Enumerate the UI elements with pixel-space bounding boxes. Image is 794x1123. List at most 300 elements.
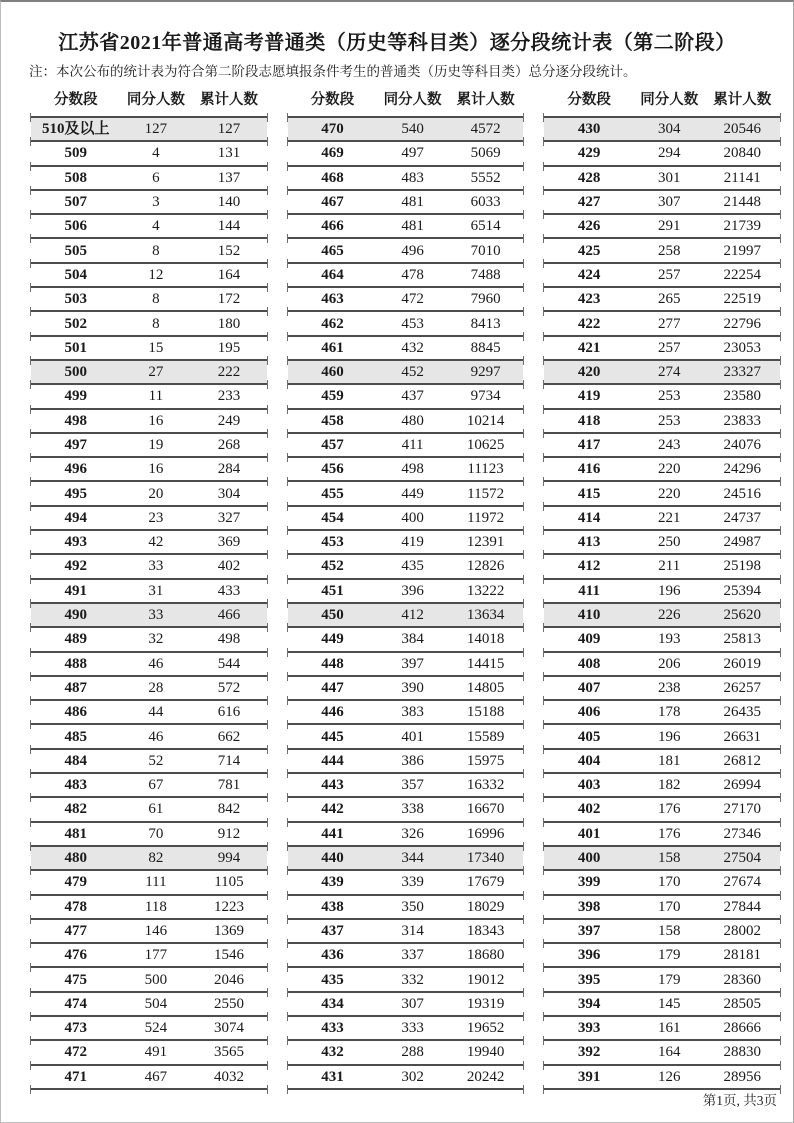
count-cell: 472 bbox=[401, 291, 424, 308]
table-row bbox=[544, 699, 780, 723]
cumulative-cell: 9297 bbox=[470, 364, 501, 381]
table-row bbox=[288, 140, 524, 164]
count-cell: 437 bbox=[401, 388, 424, 405]
column-header-score: 分数段 bbox=[567, 91, 611, 108]
count-cell: 302 bbox=[401, 1068, 424, 1085]
table-row bbox=[31, 165, 267, 189]
score-cell: 480 bbox=[64, 850, 88, 867]
tables-container bbox=[31, 88, 780, 1090]
count-cell: 401 bbox=[401, 728, 424, 745]
score-cell: 398 bbox=[577, 898, 601, 915]
table-row bbox=[288, 408, 524, 432]
score-cell: 478 bbox=[64, 898, 88, 915]
table-row bbox=[31, 748, 267, 772]
score-cell: 491 bbox=[64, 582, 88, 599]
count-cell: 435 bbox=[401, 558, 424, 575]
table-row bbox=[288, 359, 524, 383]
count-cell: 467 bbox=[144, 1068, 168, 1085]
cumulative-cell: 24076 bbox=[723, 437, 762, 453]
table-row bbox=[544, 1015, 780, 1039]
count-cell: 291 bbox=[657, 218, 681, 235]
count-cell: 179 bbox=[657, 947, 681, 964]
table-row bbox=[288, 748, 524, 772]
score-cell: 450 bbox=[321, 607, 344, 624]
score-cell: 396 bbox=[577, 947, 601, 964]
cumulative-cell: 11123 bbox=[467, 461, 504, 478]
count-cell: 339 bbox=[401, 874, 424, 891]
count-cell: 16 bbox=[148, 461, 164, 478]
score-cell: 440 bbox=[321, 850, 344, 867]
score-cell: 507 bbox=[64, 194, 88, 211]
score-cell: 500 bbox=[64, 364, 88, 381]
count-cell: 206 bbox=[657, 655, 681, 672]
cumulative-cell: 12826 bbox=[466, 558, 505, 575]
score-cell: 397 bbox=[577, 922, 601, 939]
count-cell: 31 bbox=[148, 582, 164, 599]
count-cell: 82 bbox=[148, 850, 164, 867]
column-header-cumulative: 累计人数 bbox=[713, 91, 772, 108]
cumulative-cell: 7010 bbox=[470, 242, 501, 259]
table-row bbox=[288, 578, 524, 602]
column-header-cumulative: 累计人数 bbox=[199, 91, 258, 108]
count-cell: 176 bbox=[657, 801, 681, 818]
table-row bbox=[288, 991, 524, 1015]
table-row bbox=[288, 942, 524, 966]
count-cell: 145 bbox=[657, 995, 681, 1012]
table-row bbox=[31, 116, 267, 140]
count-cell: 338 bbox=[401, 801, 424, 818]
score-cell: 475 bbox=[64, 971, 88, 988]
count-cell: 480 bbox=[401, 412, 424, 429]
count-cell: 196 bbox=[657, 728, 681, 745]
count-cell: 432 bbox=[401, 339, 424, 356]
cumulative-cell: 27844 bbox=[723, 898, 762, 915]
score-cell: 435 bbox=[321, 971, 344, 988]
score-cell: 412 bbox=[577, 558, 601, 575]
table-section-3 bbox=[544, 88, 780, 1090]
cumulative-cell: 466 bbox=[217, 607, 241, 624]
score-cell: 464 bbox=[321, 266, 344, 283]
score-cell: 458 bbox=[321, 412, 344, 429]
score-cell: 469 bbox=[321, 145, 344, 162]
table-row bbox=[544, 189, 780, 213]
table-row bbox=[31, 310, 267, 334]
score-cell: 508 bbox=[64, 169, 88, 186]
cumulative-cell: 12391 bbox=[466, 534, 505, 551]
table-row bbox=[544, 894, 780, 918]
count-cell: 337 bbox=[401, 947, 424, 964]
count-cell: 6 bbox=[152, 169, 160, 186]
count-cell: 20 bbox=[148, 485, 164, 502]
count-cell: 307 bbox=[657, 194, 681, 211]
table-row bbox=[288, 1064, 524, 1088]
count-cell: 19 bbox=[148, 437, 164, 453]
cumulative-cell: 26812 bbox=[723, 752, 762, 769]
score-cell: 483 bbox=[64, 777, 88, 794]
score-cell: 467 bbox=[321, 194, 344, 211]
score-cell: 462 bbox=[321, 315, 344, 332]
table-row bbox=[31, 383, 267, 407]
column-header-score: 分数段 bbox=[310, 91, 355, 108]
count-cell: 226 bbox=[657, 607, 681, 624]
cumulative-cell: 994 bbox=[217, 850, 241, 867]
cumulative-cell: 19940 bbox=[466, 1044, 505, 1061]
score-cell: 402 bbox=[577, 801, 601, 818]
table-row bbox=[544, 505, 780, 529]
score-cell: 466 bbox=[321, 218, 344, 235]
cumulative-cell: 2550 bbox=[213, 995, 244, 1012]
table-row bbox=[31, 821, 267, 845]
score-cell: 504 bbox=[64, 266, 88, 283]
count-cell: 452 bbox=[401, 364, 424, 381]
score-cell: 484 bbox=[64, 752, 88, 769]
score-cell: 417 bbox=[577, 437, 601, 453]
table-row bbox=[31, 140, 267, 164]
count-cell: 386 bbox=[401, 752, 424, 769]
column-header-cumulative: 累计人数 bbox=[456, 91, 515, 108]
cumulative-cell: 21448 bbox=[723, 194, 762, 211]
table-row bbox=[288, 286, 524, 310]
score-cell: 488 bbox=[64, 655, 88, 672]
score-cell: 436 bbox=[321, 947, 344, 964]
table-row bbox=[544, 286, 780, 310]
cumulative-cell: 572 bbox=[217, 679, 241, 696]
cumulative-cell: 23580 bbox=[723, 388, 762, 405]
score-cell: 471 bbox=[64, 1068, 88, 1085]
count-cell: 4 bbox=[152, 218, 160, 235]
table-body bbox=[31, 116, 267, 1090]
cumulative-cell: 912 bbox=[217, 825, 241, 842]
score-cell: 476 bbox=[64, 947, 88, 964]
count-cell: 288 bbox=[401, 1044, 424, 1061]
cumulative-cell: 144 bbox=[217, 218, 241, 235]
count-cell: 3 bbox=[152, 194, 160, 211]
count-cell: 221 bbox=[657, 509, 681, 526]
cumulative-cell: 19319 bbox=[466, 995, 505, 1012]
count-cell: 500 bbox=[144, 971, 168, 988]
table-row bbox=[288, 335, 524, 359]
cumulative-cell: 1223 bbox=[213, 898, 244, 915]
count-cell: 383 bbox=[401, 704, 424, 721]
count-cell: 257 bbox=[657, 339, 681, 356]
score-cell: 399 bbox=[577, 874, 601, 891]
table-row bbox=[31, 699, 267, 723]
table-row bbox=[288, 213, 524, 237]
count-cell: 326 bbox=[401, 825, 424, 842]
count-cell: 126 bbox=[657, 1068, 681, 1085]
cumulative-cell: 268 bbox=[217, 437, 241, 453]
count-cell: 176 bbox=[657, 825, 681, 842]
count-cell: 178 bbox=[657, 704, 681, 721]
table-bottom-border bbox=[31, 1088, 267, 1090]
table-row bbox=[31, 966, 267, 990]
table-row bbox=[31, 189, 267, 213]
cumulative-cell: 9734 bbox=[470, 388, 501, 405]
count-cell: 8 bbox=[152, 291, 160, 308]
table-row bbox=[31, 723, 267, 747]
score-cell: 416 bbox=[577, 461, 601, 478]
cumulative-cell: 1105 bbox=[214, 874, 244, 891]
cumulative-cell: 195 bbox=[217, 339, 241, 356]
score-cell: 452 bbox=[321, 558, 344, 575]
cumulative-cell: 137 bbox=[217, 169, 241, 186]
table-row bbox=[288, 116, 524, 140]
table-row bbox=[31, 869, 267, 893]
score-cell: 420 bbox=[577, 364, 601, 381]
count-cell: 481 bbox=[401, 194, 424, 211]
count-cell: 179 bbox=[657, 971, 681, 988]
cumulative-cell: 402 bbox=[217, 558, 241, 575]
count-cell: 344 bbox=[401, 850, 424, 867]
score-cell: 486 bbox=[64, 704, 88, 721]
table-row bbox=[544, 432, 780, 456]
count-cell: 258 bbox=[657, 242, 681, 259]
cumulative-cell: 27170 bbox=[723, 801, 762, 818]
page-title: 江苏省2021年普通高考普通类（历史等科目类）逐分段统计表（第二阶段） bbox=[58, 32, 736, 54]
count-cell: 111 bbox=[145, 874, 167, 891]
count-cell: 118 bbox=[144, 898, 167, 915]
table-row bbox=[288, 432, 524, 456]
count-cell: 23 bbox=[148, 509, 164, 526]
count-cell: 412 bbox=[401, 607, 424, 624]
count-cell: 478 bbox=[401, 266, 424, 283]
cumulative-cell: 28830 bbox=[723, 1044, 762, 1061]
score-cell: 418 bbox=[577, 412, 601, 429]
table-row bbox=[31, 602, 267, 626]
count-cell: 301 bbox=[657, 169, 681, 186]
table-row bbox=[288, 237, 524, 261]
count-cell: 27 bbox=[148, 364, 164, 381]
cumulative-cell: 1546 bbox=[213, 947, 244, 964]
table-row bbox=[288, 651, 524, 675]
table-row bbox=[31, 286, 267, 310]
table-row bbox=[544, 966, 780, 990]
cumulative-cell: 22796 bbox=[723, 315, 762, 332]
table-section-1 bbox=[31, 88, 267, 1090]
score-cell: 414 bbox=[577, 509, 601, 526]
cumulative-cell: 20242 bbox=[466, 1068, 505, 1085]
count-cell: 181 bbox=[657, 752, 681, 769]
cumulative-cell: 24737 bbox=[723, 509, 762, 526]
score-cell: 505 bbox=[64, 242, 88, 259]
cumulative-cell: 5552 bbox=[470, 169, 501, 186]
score-cell: 460 bbox=[321, 364, 344, 381]
table-row bbox=[288, 772, 524, 796]
score-cell: 494 bbox=[64, 509, 88, 526]
cumulative-cell: 714 bbox=[217, 752, 241, 769]
table-row bbox=[288, 505, 524, 529]
column-header-count: 同分人数 bbox=[126, 91, 185, 108]
cumulative-cell: 25198 bbox=[723, 558, 762, 575]
count-cell: 170 bbox=[657, 898, 681, 915]
cumulative-cell: 21739 bbox=[723, 218, 762, 235]
count-cell: 449 bbox=[401, 485, 424, 502]
score-cell: 510及以上 bbox=[42, 121, 110, 138]
cumulative-cell: 28002 bbox=[723, 922, 762, 939]
count-cell: 333 bbox=[401, 1020, 424, 1037]
count-cell: 243 bbox=[657, 437, 681, 453]
table-row bbox=[544, 1039, 780, 1063]
table-row bbox=[288, 918, 524, 942]
table-row bbox=[288, 310, 524, 334]
table-row bbox=[288, 529, 524, 553]
cumulative-cell: 15188 bbox=[466, 704, 505, 721]
table-row bbox=[288, 894, 524, 918]
count-cell: 28 bbox=[148, 679, 164, 696]
table-body bbox=[288, 116, 524, 1090]
table-row bbox=[31, 942, 267, 966]
table-row bbox=[31, 213, 267, 237]
table-row bbox=[31, 553, 267, 577]
table-row bbox=[288, 796, 524, 820]
count-cell: 220 bbox=[657, 461, 681, 478]
cumulative-cell: 27674 bbox=[723, 874, 762, 891]
score-cell: 425 bbox=[577, 242, 601, 259]
table-row bbox=[544, 602, 780, 626]
score-cell: 482 bbox=[64, 801, 88, 818]
cumulative-cell: 180 bbox=[217, 315, 241, 332]
score-cell: 499 bbox=[64, 388, 88, 405]
score-cell: 394 bbox=[577, 995, 601, 1012]
table-row bbox=[544, 942, 780, 966]
cumulative-cell: 23833 bbox=[723, 412, 762, 429]
count-cell: 177 bbox=[144, 947, 168, 964]
table-row bbox=[288, 480, 524, 504]
table-section-2 bbox=[288, 88, 524, 1090]
table-row bbox=[544, 991, 780, 1015]
score-cell: 477 bbox=[64, 922, 88, 939]
cumulative-cell: 23327 bbox=[723, 364, 762, 381]
count-cell: 220 bbox=[657, 485, 681, 502]
table-row bbox=[544, 383, 780, 407]
cumulative-cell: 27504 bbox=[723, 850, 762, 867]
score-cell: 401 bbox=[577, 825, 601, 842]
cumulative-cell: 28505 bbox=[723, 995, 762, 1012]
score-cell: 437 bbox=[321, 922, 344, 939]
table-row bbox=[544, 675, 780, 699]
score-cell: 432 bbox=[321, 1044, 344, 1061]
score-cell: 502 bbox=[64, 315, 88, 332]
table-row bbox=[31, 335, 267, 359]
score-cell: 439 bbox=[321, 874, 344, 891]
cumulative-cell: 164 bbox=[217, 266, 241, 283]
cumulative-cell: 27346 bbox=[723, 825, 762, 842]
cumulative-cell: 5069 bbox=[470, 145, 501, 162]
table-row bbox=[288, 553, 524, 577]
cumulative-cell: 26631 bbox=[723, 728, 762, 745]
score-cell: 431 bbox=[321, 1068, 344, 1085]
cumulative-cell: 4032 bbox=[213, 1068, 244, 1085]
score-cell: 481 bbox=[64, 825, 88, 842]
cumulative-cell: 284 bbox=[217, 461, 241, 478]
score-cell: 497 bbox=[64, 437, 88, 453]
score-cell: 442 bbox=[321, 801, 344, 818]
cumulative-cell: 8413 bbox=[470, 315, 501, 332]
cumulative-cell: 304 bbox=[217, 485, 241, 502]
count-cell: 411 bbox=[401, 437, 424, 453]
table-row bbox=[544, 335, 780, 359]
table-row bbox=[544, 359, 780, 383]
table-row bbox=[544, 626, 780, 650]
score-cell: 429 bbox=[577, 145, 601, 162]
score-cell: 392 bbox=[577, 1044, 601, 1061]
score-cell: 441 bbox=[321, 825, 344, 842]
count-cell: 257 bbox=[657, 266, 681, 283]
score-cell: 413 bbox=[577, 534, 601, 551]
cumulative-cell: 249 bbox=[217, 412, 241, 429]
score-cell: 448 bbox=[321, 655, 344, 672]
cumulative-cell: 140 bbox=[217, 194, 241, 211]
count-cell: 211 bbox=[658, 558, 681, 575]
table-row bbox=[544, 553, 780, 577]
count-cell: 277 bbox=[657, 315, 681, 332]
cumulative-cell: 222 bbox=[217, 364, 241, 381]
score-cell: 447 bbox=[321, 679, 344, 696]
score-cell: 438 bbox=[321, 898, 344, 915]
score-cell: 434 bbox=[321, 995, 344, 1012]
cumulative-cell: 842 bbox=[217, 801, 241, 818]
table-row bbox=[544, 918, 780, 942]
table-row bbox=[544, 237, 780, 261]
count-cell: 496 bbox=[401, 242, 424, 259]
score-cell: 454 bbox=[321, 509, 344, 526]
cumulative-cell: 1369 bbox=[213, 922, 244, 939]
count-cell: 540 bbox=[401, 121, 424, 138]
cumulative-cell: 11572 bbox=[467, 485, 505, 502]
count-cell: 70 bbox=[148, 825, 164, 842]
cumulative-cell: 21997 bbox=[723, 242, 762, 259]
score-cell: 410 bbox=[577, 607, 601, 624]
cumulative-cell: 2046 bbox=[213, 971, 244, 988]
score-cell: 474 bbox=[64, 995, 88, 1012]
table-header bbox=[544, 88, 780, 112]
cumulative-cell: 17679 bbox=[466, 874, 505, 891]
cumulative-cell: 7488 bbox=[470, 266, 501, 283]
count-cell: 497 bbox=[401, 145, 424, 162]
count-cell: 4 bbox=[152, 145, 160, 162]
score-cell: 457 bbox=[321, 437, 344, 453]
table-bottom-border bbox=[288, 1088, 524, 1090]
cumulative-cell: 25620 bbox=[723, 607, 762, 624]
cumulative-cell: 10625 bbox=[466, 437, 505, 453]
count-cell: 332 bbox=[401, 971, 424, 988]
count-cell: 250 bbox=[657, 534, 681, 551]
cumulative-cell: 14415 bbox=[466, 655, 505, 672]
score-cell: 472 bbox=[64, 1044, 88, 1061]
cumulative-cell: 18343 bbox=[466, 922, 505, 939]
table-row bbox=[31, 894, 267, 918]
count-cell: 67 bbox=[148, 777, 164, 794]
cumulative-cell: 15975 bbox=[466, 752, 505, 769]
score-cell: 430 bbox=[577, 121, 601, 138]
table-row bbox=[544, 821, 780, 845]
table-row bbox=[288, 821, 524, 845]
score-cell: 456 bbox=[321, 461, 344, 478]
score-cell: 443 bbox=[321, 777, 344, 794]
cumulative-cell: 24987 bbox=[723, 534, 762, 551]
count-cell: 524 bbox=[144, 1020, 168, 1037]
cumulative-cell: 233 bbox=[217, 388, 241, 405]
count-cell: 42 bbox=[148, 534, 164, 551]
cumulative-cell: 14805 bbox=[466, 679, 505, 696]
table-row bbox=[31, 578, 267, 602]
count-cell: 483 bbox=[401, 169, 424, 186]
table-row bbox=[31, 991, 267, 1015]
table-row bbox=[31, 480, 267, 504]
cumulative-cell: 26019 bbox=[723, 655, 762, 672]
score-cell: 415 bbox=[577, 485, 601, 502]
score-cell: 393 bbox=[577, 1020, 601, 1037]
